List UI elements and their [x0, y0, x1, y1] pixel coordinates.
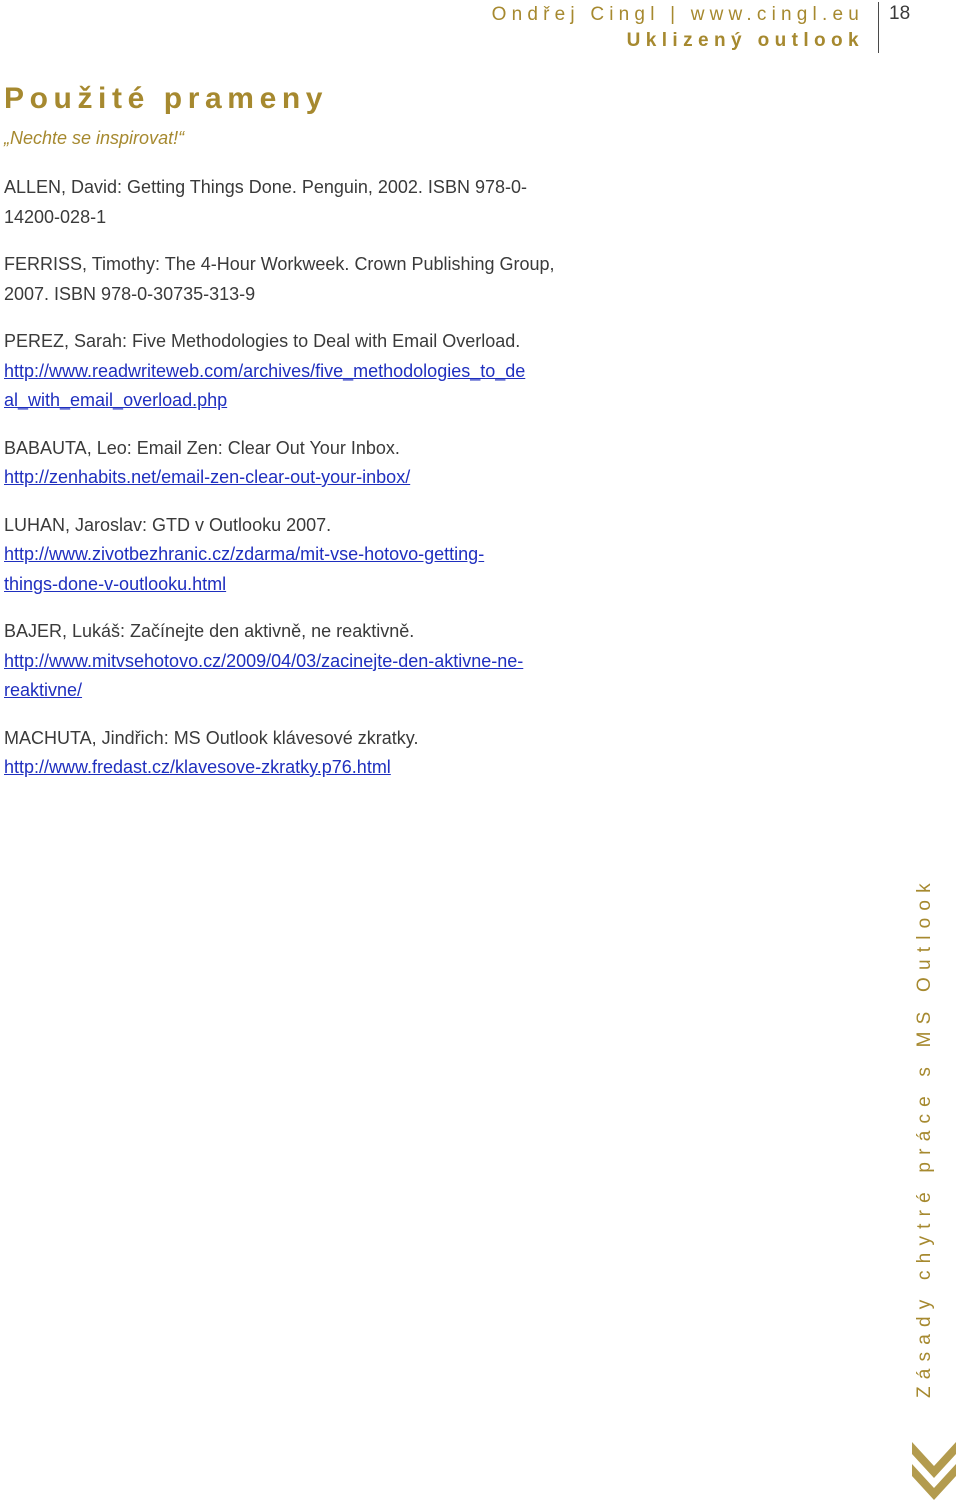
header-divider [878, 2, 879, 53]
reference-link[interactable]: things-done-v-outlooku.html [4, 573, 227, 594]
reference-list [4, 173, 604, 801]
reference-text: 14200-028-1 [4, 206, 107, 227]
header-site-line: Ondřej Cingl | www.cingl.eu [491, 4, 864, 25]
reference-link[interactable]: http://www.mitvsehotovo.cz/2009/04/03/zacinejte-den-aktivne-ne- [4, 650, 524, 671]
reference-item [4, 724, 604, 783]
section-title: Použité prameny [4, 82, 329, 115]
reference-link[interactable]: http://www.zivotbezhranic.cz/zdarma/mit-vse-hotovo-getting- [4, 544, 485, 564]
reference-item [4, 434, 604, 493]
reference-text: BABAUTA, Leo: Email Zen: Clear Out Your Inbox. [4, 437, 400, 458]
section-subtitle: „Nechte se inspirovat!“ [4, 128, 185, 148]
header-doc-title: Uklizený outlook [626, 30, 864, 51]
reference-link[interactable]: reaktivne/ [4, 680, 83, 700]
reference-link[interactable]: http://www.readwriteweb.com/archives/five_methodologies_to_de [4, 360, 526, 381]
reference-text: BAJER, Lukáš: Začínejte den aktivně, ne reaktivně. [4, 621, 415, 641]
reference-item [4, 173, 604, 232]
reference-link[interactable]: http://zenhabits.net/email-zen-clear-out-your-inbox/ [4, 467, 411, 487]
reference-text: LUHAN, Jaroslav: GTD v Outlooku 2007. [4, 514, 332, 535]
reference-item [4, 617, 604, 706]
double-chevron-down-icon [908, 1440, 960, 1509]
side-banner: Zásady chytré práce s MS Outlook [914, 876, 935, 1398]
reference-text: FERRISS, Timothy: The 4-Hour Workweek. Crown Publishing Group, [4, 254, 555, 274]
reference-item [4, 327, 604, 416]
page-number: 18 [889, 3, 911, 24]
reference-text: PEREZ, Sarah: Five Methodologies to Deal with Email Overload. [4, 331, 521, 351]
reference-text: 2007. ISBN 978-0-30735-313-9 [4, 283, 256, 304]
reference-text: MACHUTA, Jindřich: MS Outlook klávesové zkratky. [4, 727, 419, 748]
reference-link[interactable]: al_with_email_overload.php [4, 390, 228, 410]
reference-text: ALLEN, David: Getting Things Done. Penguin, 2002. ISBN 978-0- [4, 177, 527, 197]
reference-item [4, 511, 604, 600]
reference-item [4, 250, 604, 309]
reference-link[interactable]: http://www.fredast.cz/klavesove-zkratky.p76.html [4, 757, 391, 777]
